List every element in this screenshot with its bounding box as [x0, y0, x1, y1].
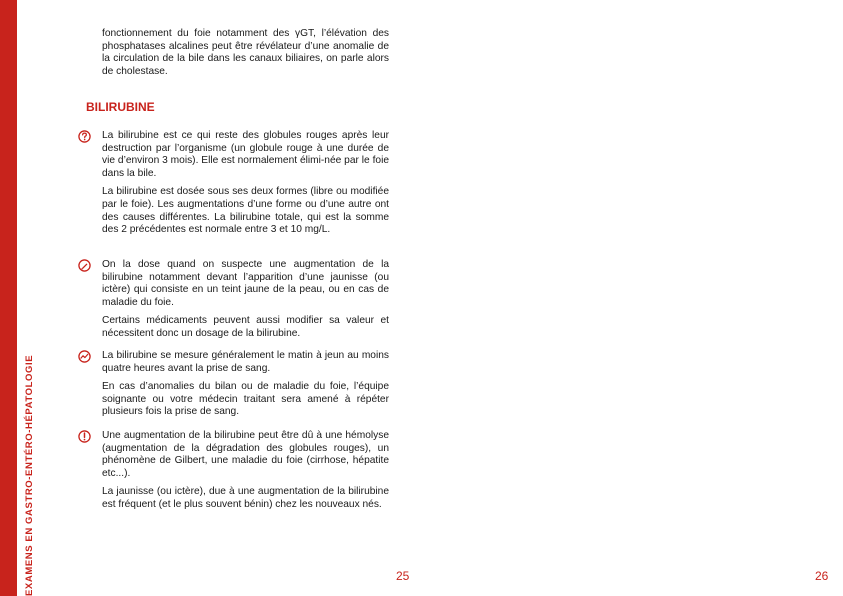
page-number-right: 26 — [815, 569, 829, 583]
block-paragraph: Certains médicaments peuvent aussi modifier sa valeur et nécessitent donc un dosage de la bilirubine. — [102, 315, 389, 339]
side-color-bar — [0, 0, 17, 596]
content-block-definition — [102, 130, 389, 243]
section-title: BILIRUBINE — [86, 100, 155, 114]
page-number-left: 25 — [396, 569, 410, 583]
block-paragraph: On la dose quand on suspecte une augmentation de la bilirubine notamment devant l’apparition d’une jaunisse (ou ictère) qui consiste en un teint jaune de la peau, ou en cas de maladie du foie. — [102, 259, 389, 308]
chapter-side-label: EXAMENS EN GASTRO-ENTÉRO-HÉPATOLOGIE — [24, 354, 35, 596]
block-paragraph: La bilirubine est ce qui reste des globules rouges après leur destruction par l’organisme (un globule rouge à une durée de vie d’environ 3 mois). Elle est normalement élimi-née par le foie dans la bile. — [102, 130, 389, 179]
warning-icon — [78, 430, 91, 443]
intro-text — [102, 28, 389, 78]
content-block-indication — [102, 259, 389, 347]
block-paragraph: En cas d’anomalies du bilan ou de maladie du foie, l’équipe soignante ou votre médecin traitant sera amené à répéter plusieurs fois la prise de sang. — [102, 381, 389, 418]
content-block-interpretation — [102, 430, 389, 518]
question-icon — [78, 130, 91, 143]
content-block-procedure — [102, 350, 389, 425]
block-paragraph: La bilirubine se mesure généralement le matin à jeun au moins quatre heures avant la prise de sang. — [102, 350, 389, 374]
chart-icon — [78, 350, 91, 363]
block-paragraph: Une augmentation de la bilirubine peut être dû à une hémolyse (augmentation de la dégradation des globules rouges), un phénomène de Gilbert, une maladie du foie (cirrhose, hépatite etc...). — [102, 430, 389, 479]
block-paragraph: La jaunisse (ou ictère), due à une augmentation de la bilirubine est fréquent (et le plus souvent bénin) chez les nouveaux nés. — [102, 486, 389, 510]
pen-icon — [78, 259, 91, 272]
block-paragraph: La bilirubine est dosée sous ses deux formes (libre ou modifiée par le foie). Les augmentations d’une forme ou d’une autre ont des causes différentes. La bilirubine totale, qui est la somme des 2 précédentes est normale entre 3 et 10 mg/L. — [102, 186, 389, 236]
intro-paragraph: fonctionnement du foie notamment des γGT, l’élévation des phosphatases alcalines peut être révélateur d’une anomalie de la circulation de la bile dans les canaux biliaires, on parle alors de cholestase. — [102, 28, 389, 77]
